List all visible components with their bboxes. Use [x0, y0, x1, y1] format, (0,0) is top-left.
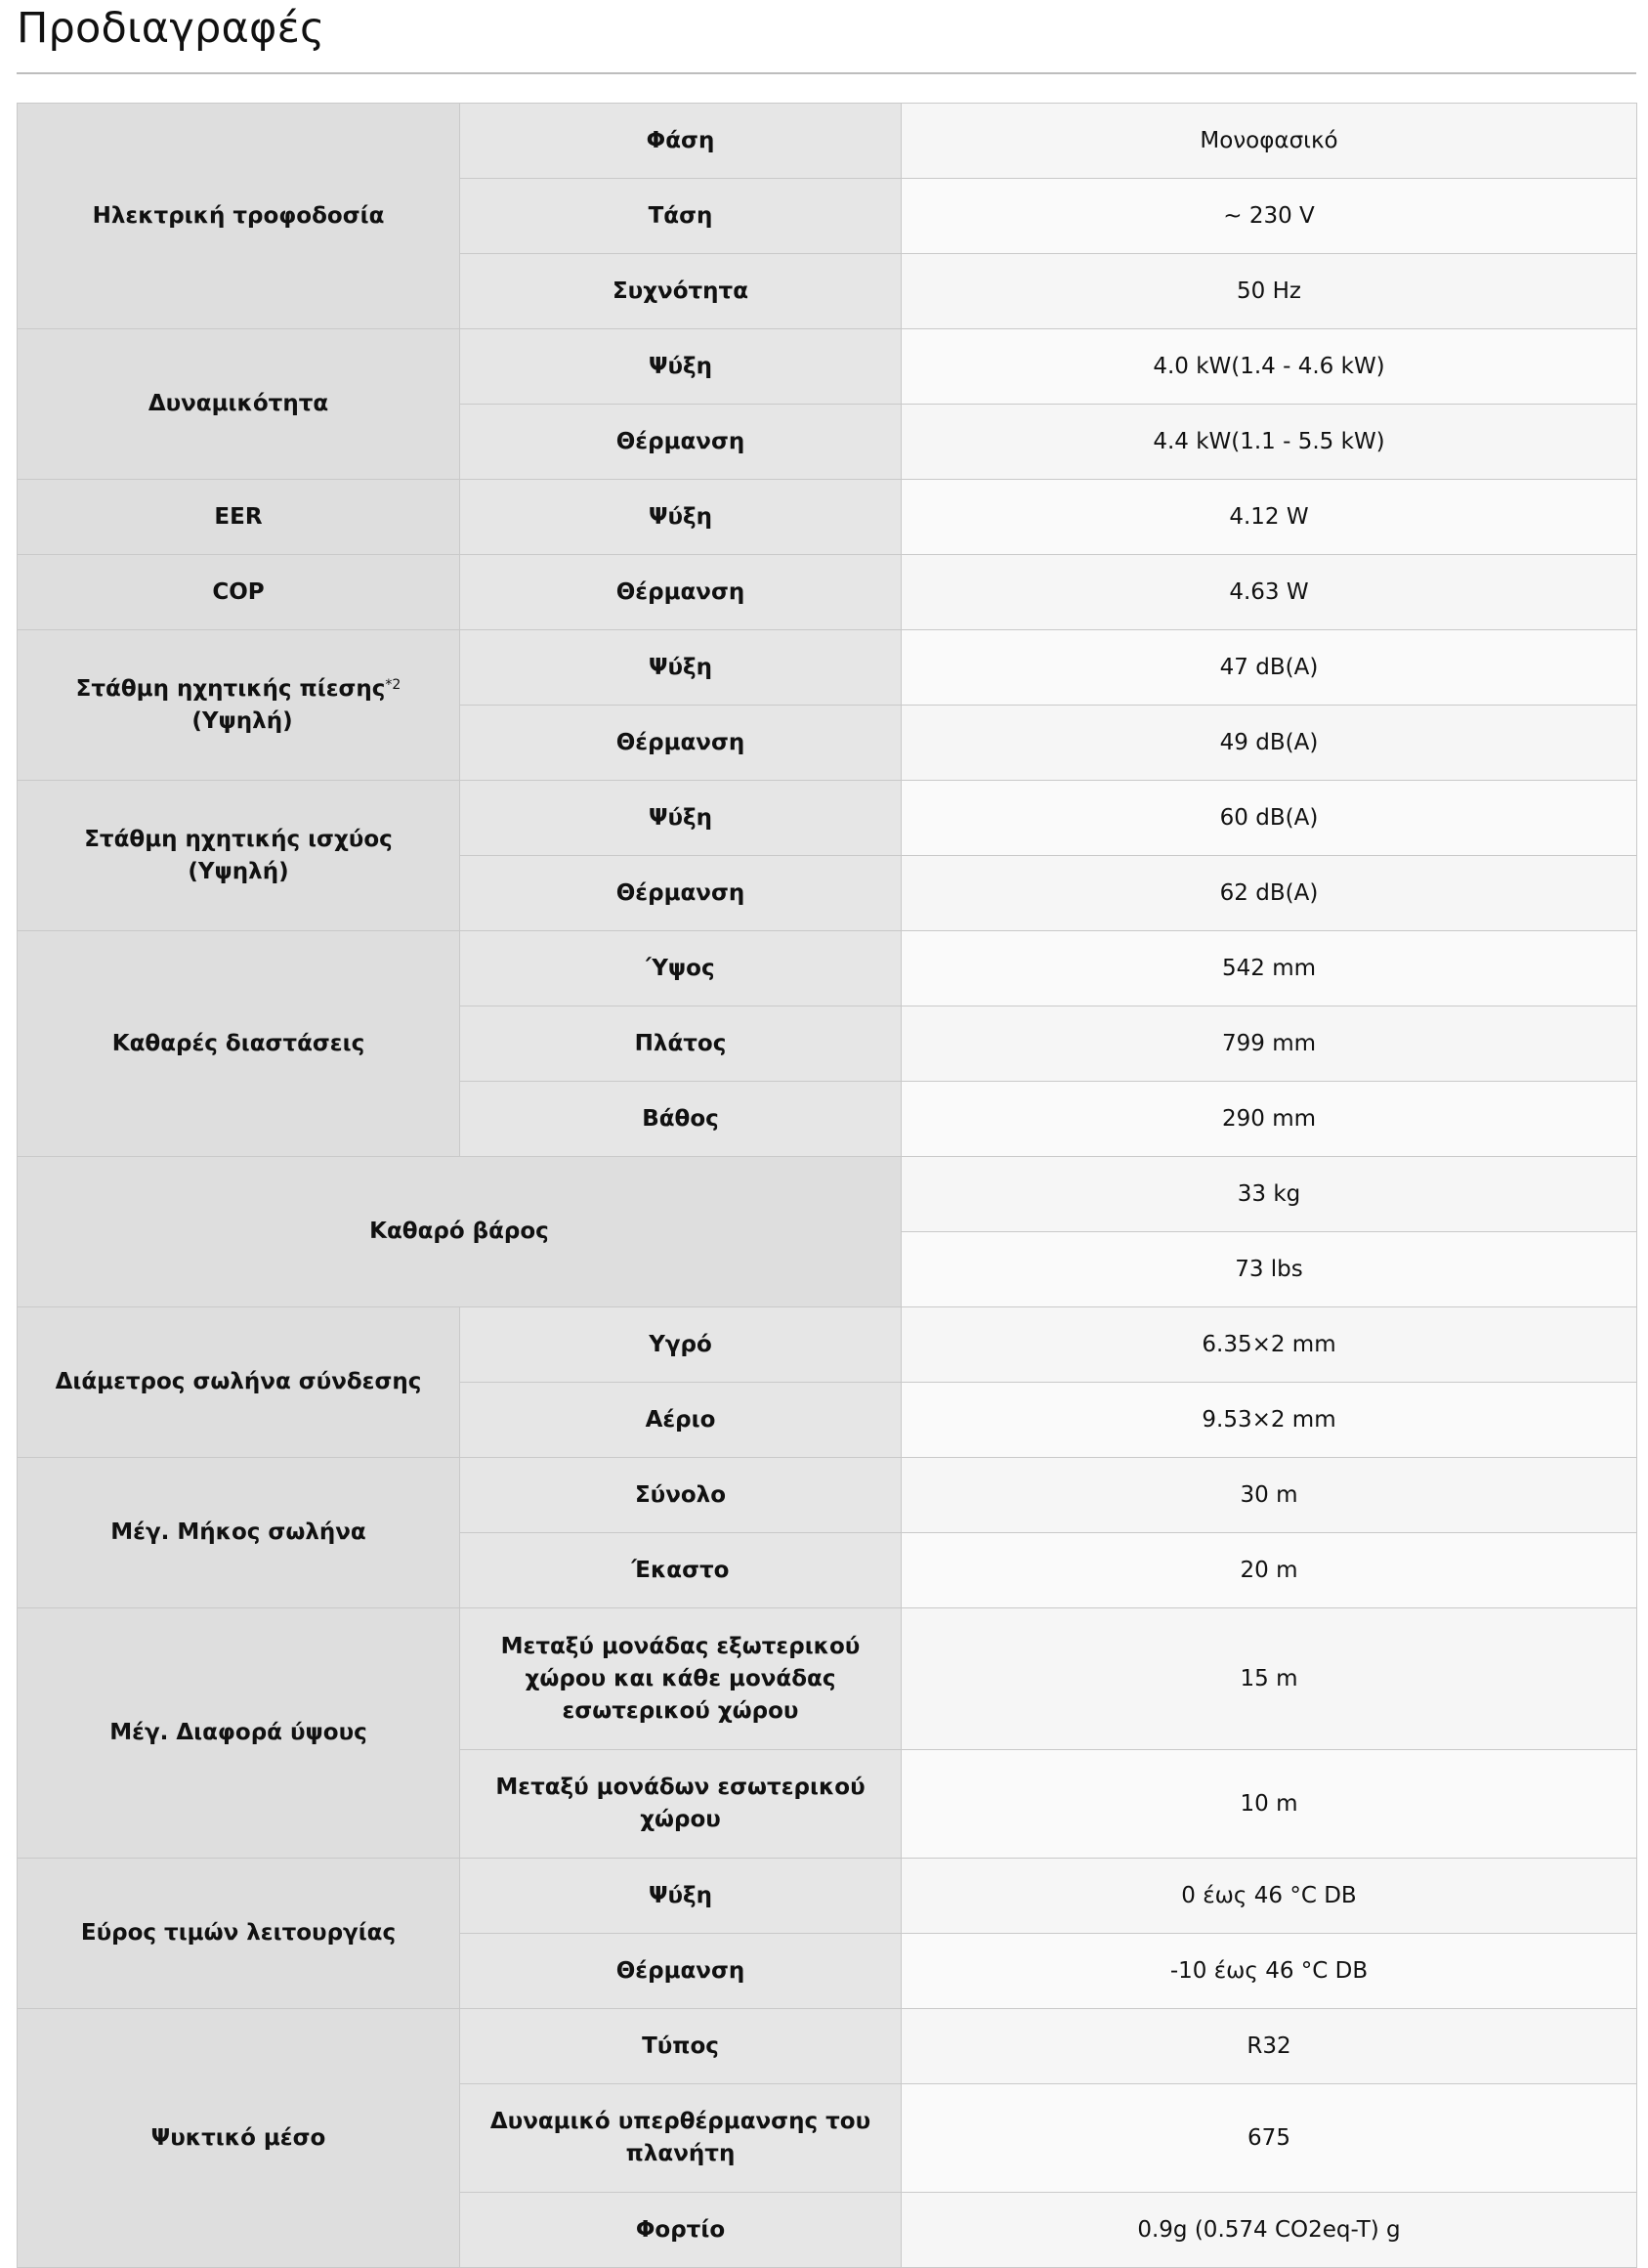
spec-subcategory: Ψύξη	[460, 329, 902, 405]
spec-subcategory: Ψύξη	[460, 781, 902, 856]
spec-value: 50 Hz	[902, 254, 1637, 329]
spec-value: 73 lbs	[902, 1232, 1637, 1307]
spec-subcategory: Δυναμικό υπερθέρμανσης του πλανήτη	[460, 2084, 902, 2193]
spec-value: 30 m	[902, 1458, 1637, 1533]
spec-value: 0.9g (0.574 CO2eq-T) g	[902, 2193, 1637, 2268]
spec-subcategory: Ψύξη	[460, 630, 902, 706]
spec-category: Ψυκτικό μέσο	[18, 2009, 460, 2268]
spec-subcategory: Υγρό	[460, 1307, 902, 1383]
table-row	[18, 329, 1637, 405]
spec-category: Καθαρό βάρος	[18, 1157, 902, 1307]
footnote-marker: *2	[385, 676, 401, 693]
spec-value: 20 m	[902, 1533, 1637, 1608]
spec-subcategory: Τάση	[460, 179, 902, 254]
title-divider	[17, 72, 1636, 74]
table-row	[18, 1157, 1637, 1232]
spec-value: Μονοφασικό	[902, 104, 1637, 179]
spec-category: Εύρος τιμών λειτουργίας	[18, 1859, 460, 2009]
spec-value: 4.0 kW(1.4 - 4.6 kW)	[902, 329, 1637, 405]
spec-category: Στάθμη ηχητικής ισχύος (Υψηλή)	[18, 781, 460, 931]
table-row	[18, 1608, 1637, 1750]
spec-category: Ηλεκτρική τροφοδοσία	[18, 104, 460, 329]
spec-subcategory: Ψύξη	[460, 1859, 902, 1934]
spec-subcategory: Αέριο	[460, 1383, 902, 1458]
spec-value: 60 dB(A)	[902, 781, 1637, 856]
spec-value: 290 mm	[902, 1082, 1637, 1157]
table-row	[18, 630, 1637, 706]
spec-subcategory: Σύνολο	[460, 1458, 902, 1533]
spec-value: 6.35×2 mm	[902, 1307, 1637, 1383]
spec-value: 799 mm	[902, 1006, 1637, 1082]
spec-subcategory: Φάση	[460, 104, 902, 179]
spec-value: 4.4 kW(1.1 - 5.5 kW)	[902, 405, 1637, 480]
table-row	[18, 2009, 1637, 2084]
spec-value: 675	[902, 2084, 1637, 2193]
spec-category: COP	[18, 555, 460, 630]
table-row	[18, 1458, 1637, 1533]
spec-subcategory: Πλάτος	[460, 1006, 902, 1082]
spec-category: Δυναμικότητα	[18, 329, 460, 480]
spec-subcategory: Έκαστο	[460, 1533, 902, 1608]
spec-value: R32	[902, 2009, 1637, 2084]
spec-value: 49 dB(A)	[902, 706, 1637, 781]
spec-value: 542 mm	[902, 931, 1637, 1006]
spec-subcategory: Θέρμανση	[460, 555, 902, 630]
table-row	[18, 480, 1637, 555]
spec-value: 10 m	[902, 1750, 1637, 1859]
spec-value: 0 έως 46 °C DB	[902, 1859, 1637, 1934]
spec-subcategory: Ύψος	[460, 931, 902, 1006]
spec-subcategory: Θέρμανση	[460, 405, 902, 480]
spec-table	[17, 103, 1637, 2268]
spec-value: 33 kg	[902, 1157, 1637, 1232]
page-title: Προδιαγραφές	[17, 4, 325, 53]
spec-category: Καθαρές διαστάσεις	[18, 931, 460, 1157]
spec-category-label-suffix: (Υψηλή)	[184, 707, 293, 734]
table-row	[18, 1859, 1637, 1934]
spec-value: 4.63 W	[902, 555, 1637, 630]
table-row	[18, 781, 1637, 856]
table-row	[18, 931, 1637, 1006]
spec-subcategory: Τύπος	[460, 2009, 902, 2084]
spec-subcategory: Φορτίο	[460, 2193, 902, 2268]
spec-category-label: Στάθμη ηχητικής πίεσης	[75, 675, 386, 702]
spec-value: 9.53×2 mm	[902, 1383, 1637, 1458]
spec-value: 4.12 W	[902, 480, 1637, 555]
table-row	[18, 1307, 1637, 1383]
spec-value: 62 dB(A)	[902, 856, 1637, 931]
spec-value: 15 m	[902, 1608, 1637, 1750]
spec-category	[18, 630, 460, 781]
spec-category: Διάμετρος σωλήνα σύνδεσης	[18, 1307, 460, 1458]
spec-category: EER	[18, 480, 460, 555]
spec-subcategory: Συχνότητα	[460, 254, 902, 329]
spec-value: ~ 230 V	[902, 179, 1637, 254]
spec-subcategory: Μεταξύ μονάδας εξωτερικού χώρου και κάθε μονάδας εσωτερικού χώρου	[460, 1608, 902, 1750]
spec-subcategory: Βάθος	[460, 1082, 902, 1157]
spec-subcategory: Θέρμανση	[460, 706, 902, 781]
spec-value: 47 dB(A)	[902, 630, 1637, 706]
spec-category: Μέγ. Μήκος σωλήνα	[18, 1458, 460, 1608]
spec-subcategory: Ψύξη	[460, 480, 902, 555]
table-row	[18, 104, 1637, 179]
spec-value: -10 έως 46 °C DB	[902, 1934, 1637, 2009]
spec-subcategory: Θέρμανση	[460, 1934, 902, 2009]
spec-subcategory: Θέρμανση	[460, 856, 902, 931]
spec-subcategory: Μεταξύ μονάδων εσωτερικού χώρου	[460, 1750, 902, 1859]
spec-category: Μέγ. Διαφορά ύψους	[18, 1608, 460, 1859]
table-row	[18, 555, 1637, 630]
